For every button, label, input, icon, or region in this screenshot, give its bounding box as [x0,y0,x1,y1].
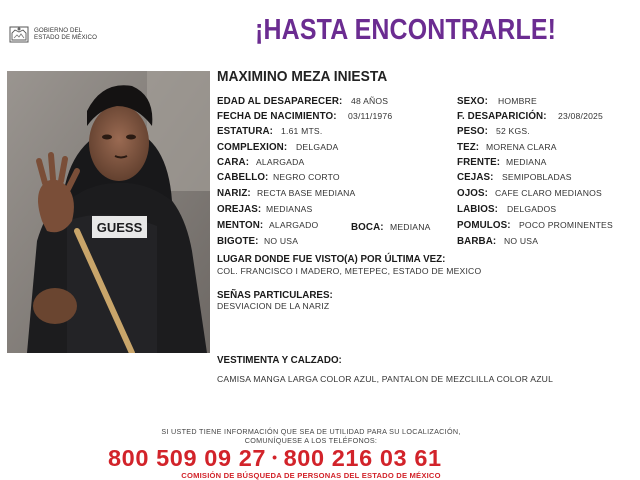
field-boca-label: BOCA: [351,222,384,233]
phone-numbers [108,445,442,472]
field-menton-value: ALARGADO [269,220,319,230]
field-estatura-value: 1.61 MTS. [281,126,323,136]
logo-line-1: GOBIERNO DEL [34,27,83,34]
field-nariz-value: RECTA BASE MEDIANA [257,188,356,198]
contact-instructions-line-2: COMUNÍQUESE A LOS TELÉFONOS: [244,436,378,445]
field-orejas-value: MEDIANAS [266,204,313,214]
field-menton [217,220,263,231]
state-crest-icon [8,23,30,45]
phone-separator: • [272,449,278,465]
section-lugar-value: COL. FRANCISCO I MADERO, METEPEC, ESTADO DE MEXICO [217,266,482,276]
field-ojos-value: CAFE CLARO MEDIANOS [495,188,602,198]
field-f-desaparicion-label: F. DESAPARICIÓN: [457,111,547,122]
field-barba-value: NO USA [504,236,539,246]
field-complexion [217,142,287,153]
field-f-desaparicion [457,111,547,122]
commission-name: COMISIÓN DE BÚSQUEDA DE PERSONAS DEL ESTADO DE MÉXICO [181,471,441,480]
field-pomulos-value: POCO PROMINENTES [519,220,613,230]
field-fecha-nacimiento-label: FECHA DE NACIMIENTO: [217,111,337,122]
field-bigote-value: NO USA [264,236,299,246]
field-estatura [217,126,273,137]
shirt-print-text: GUESS [96,220,143,235]
field-nariz [217,188,251,199]
field-cabello-value: NEGRO CORTO [273,172,340,182]
field-fecha-nacimiento-value: 03/11/1976 [348,111,393,121]
field-tez [457,142,479,153]
portrait-illustration [7,71,210,353]
field-labios-label: LABIOS: [457,204,498,215]
field-estatura-label: ESTATURA: [217,126,274,137]
field-peso-label: PESO: [457,126,488,137]
field-fecha-nacimiento [217,111,337,122]
headline: ¡HASTA ENCONTRARLE! [255,14,557,46]
field-pomulos-label: POMULOS: [457,220,511,231]
field-sexo-label: SEXO: [457,96,488,107]
field-frente-value: MEDIANA [506,157,547,167]
section-vestimenta-value: CAMISA MANGA LARGA COLOR AZUL, PANTALON DE MEZCLILLA COLOR AZUL [217,374,554,384]
field-edad [217,96,342,107]
field-menton-label: MENTON: [217,220,264,231]
field-sexo [457,96,488,107]
field-f-desaparicion-value: 23/08/2025 [558,111,604,121]
person-name: MAXIMINO MEZA INIESTA [217,68,388,85]
field-labios-value: DELGADOS [507,204,557,214]
field-boca-value: MEDIANA [390,222,431,232]
field-cejas-label: CEJAS: [457,172,494,183]
field-edad-value: 48 AÑOS [351,96,389,106]
phone-number-1[interactable]: 800 509 09 27 [108,445,267,471]
field-orejas [217,204,261,215]
field-cara-label: CARA: [217,157,250,168]
contact-instructions-line-1: SI USTED TIENE INFORMACIÓN QUE SEA DE UTILIDAD PARA SU LOCALIZACIÓN, [161,427,461,436]
field-nariz-label: NARIZ: [217,188,251,199]
phone-number-2[interactable]: 800 216 03 61 [283,445,442,471]
field-cabello-label: CABELLO: [217,172,269,183]
section-senas-label: SEÑAS PARTICULARES: [217,290,333,301]
field-frente-label: FRENTE: [457,157,501,168]
section-vestimenta-label: VESTIMENTA Y CALZADO: [217,355,342,366]
field-frente [457,157,500,168]
field-cara [217,157,249,168]
logo-line-2: ESTADO DE MÉXICO [34,34,98,41]
contact-instructions [150,427,472,445]
field-ojos [457,188,488,199]
field-complexion-label: COMPLEXION: [217,142,288,153]
field-peso-value: 52 KGS. [496,126,530,136]
field-cabello [217,172,268,183]
field-labios [457,204,498,215]
field-pomulos [457,220,511,231]
field-sexo-value: HOMBRE [498,96,537,106]
field-bigote-label: BIGOTE: [217,236,259,247]
section-senas-value: DESVIACION DE LA NARIZ [217,301,330,311]
field-cara-value: ALARGADA [256,157,305,167]
section-lugar-label: LUGAR DONDE FUE VISTO(A) POR ÚLTIMA VEZ: [217,254,446,265]
field-peso [457,126,488,137]
field-cejas-value: SEMIPOBLADAS [502,172,572,182]
field-barba [457,236,496,247]
field-complexion-value: DELGADA [296,142,339,152]
field-tez-value: MORENA CLARA [486,142,557,152]
field-barba-label: BARBA: [457,236,497,247]
field-bigote [217,236,259,247]
field-edad-label: EDAD AL DESAPARECER: [217,96,343,107]
field-cejas [457,172,494,183]
field-ojos-label: OJOS: [457,188,488,199]
field-boca [351,222,384,233]
field-orejas-label: OREJAS: [217,204,262,215]
field-tez-label: TEZ: [457,142,480,153]
government-logo [8,22,118,46]
missing-person-photo [7,71,210,353]
